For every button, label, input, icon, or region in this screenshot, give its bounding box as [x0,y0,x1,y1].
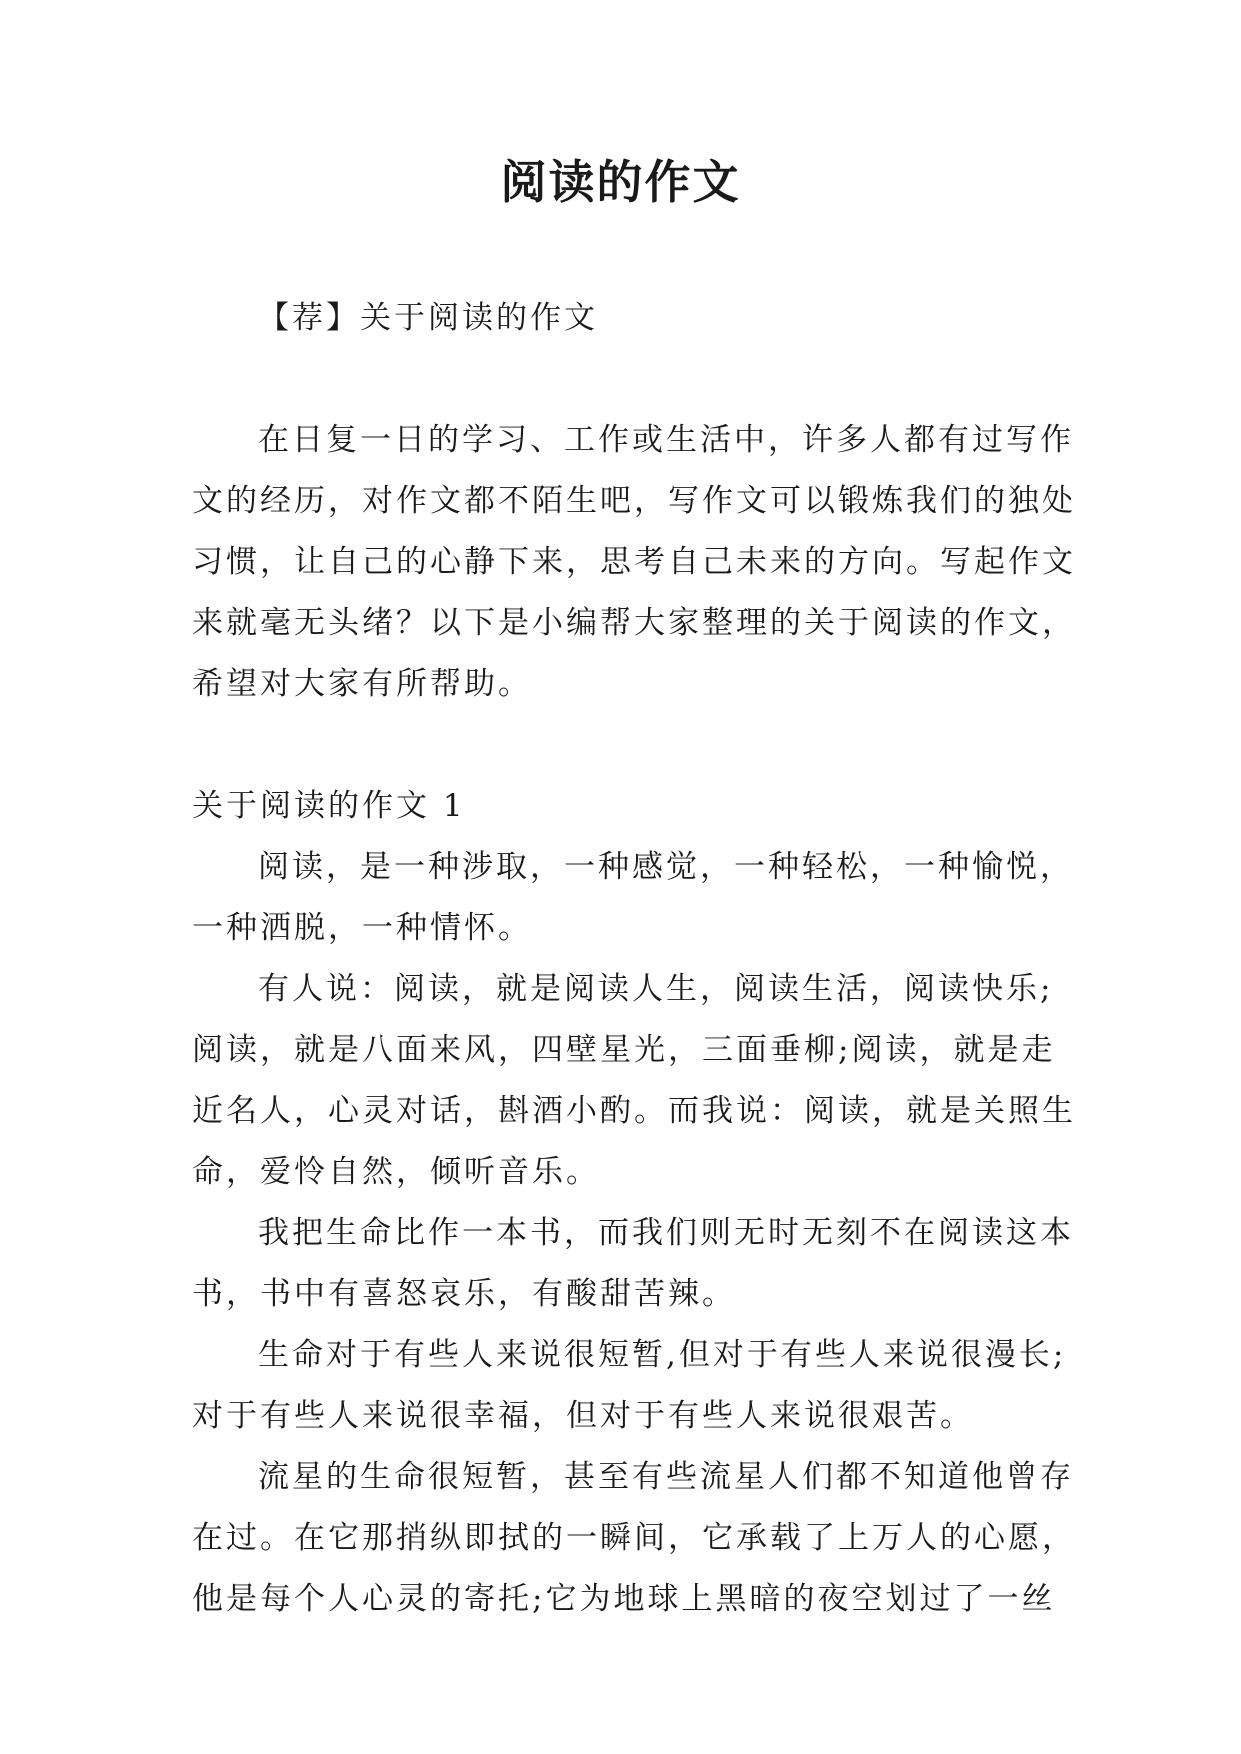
text-line: 他是每个人心灵的寄托;它为地球上黑暗的夜空划过了一丝 [192,1581,1056,1617]
document-body [192,288,1076,1630]
text-line: 有人说：阅读，就是阅读人生，阅读生活，阅读快乐; [258,971,1054,1007]
paragraph [192,837,1074,959]
text-line: 一种洒脱，一种情怀。 [192,910,532,946]
text-line: 书，书中有喜怒哀乐，有酸甜苦辣。 [192,1276,736,1312]
text-line: 阅读，是一种涉取，一种感觉，一种轻松，一种愉悦， [258,849,1074,885]
text-line: 来就毫无头绪？以下是小编帮大家整理的关于阅读的作文， [192,605,1076,641]
text-line: 在过。在它那捎纵即拭的一瞬间，它承载了上万人的心愿， [192,1520,1076,1556]
intro-paragraph [192,410,1076,715]
text-line: 阅读，就是八面来风，四壁星光，三面垂柳;阅读，就是走 [192,1032,1056,1068]
spacer [192,349,1060,410]
text-line: 习惯，让自己的心静下来，思考自己未来的方向。写起作文 [192,544,1076,580]
text-line: 流星的生命很短暂，甚至有些流星人们都不知道他曾存 [258,1459,1074,1495]
text-line: 生命对于有些人来说很短暂,但对于有些人来说很漫长; [258,1337,1067,1373]
paragraph [192,1325,1067,1447]
text-line: 近名人，心灵对话，斟酒小酌。而我说：阅读，就是关照生 [192,1093,1076,1129]
text-line: 在日复一日的学习、工作或生活中，许多人都有过写作 [258,422,1074,458]
text-line: 文的经历，对作文都不陌生吧，写作文可以锻炼我们的独处 [192,483,1076,519]
text-line: 我把生命比作一本书，而我们则无时无刻不在阅读这本 [258,1215,1074,1251]
document-title: 阅读的作文 [500,155,741,209]
text-line: 希望对大家有所帮助。 [192,666,532,702]
paragraph [192,1447,1076,1630]
paragraph [192,959,1076,1203]
section-heading: 关于阅读的作文 1 [192,788,466,824]
paragraph [192,1203,1074,1325]
text-line: 命，爱怜自然，倾听音乐。 [192,1154,600,1190]
document-subtitle: 【荐】关于阅读的作文 [258,300,598,336]
spacer [192,715,1060,776]
text-line: 对于有些人来说很幸福，但对于有些人来说很艰苦。 [192,1398,974,1434]
